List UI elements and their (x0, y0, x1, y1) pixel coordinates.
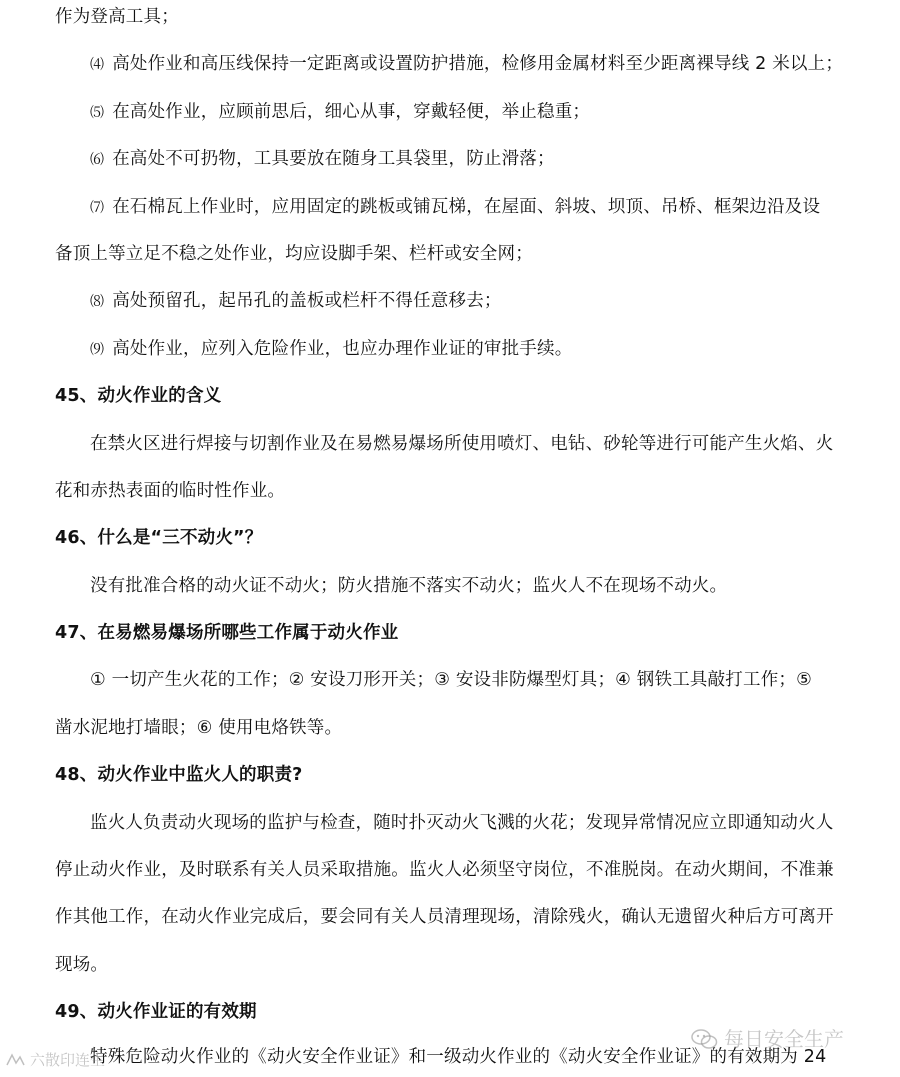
item-text: 高处预留孔，起吊孔的盖板或栏杆不得任意移去； (112, 291, 502, 311)
paragraph-line: 在禁火区进行焊接与切割作业及在易燃易爆场所使用喷灯、电钻、砂轮等进行可能产生火焰、火 (90, 434, 834, 454)
section-heading-45: 45、动火作业的含义 (55, 386, 222, 406)
paragraph-line: 现场。 (55, 955, 109, 975)
item-text: 在高处不可扔物，工具要放在随身工具袋里，防止滑落； (112, 149, 555, 169)
item-number: ⑷ (90, 57, 105, 73)
paragraph-line: 凿水泥地打墙眼；⑥ 使用电烙铁等。 (55, 718, 343, 738)
item-number: ⑺ (90, 200, 105, 216)
item-number: ⑻ (90, 294, 105, 310)
item-text: 高处作业，应列入危险作业，也应办理作业证的审批手续。 (112, 339, 573, 359)
item-text: 高处作业和高压线保持一定距离或设置防护措施，检修用金属材料至少距离裸导线 2 米以上； (112, 54, 844, 74)
section-heading-47: 47、在易燃易爆场所哪些工作属于动火作业 (55, 623, 399, 643)
paragraph-line: 停止动火作业，及时联系有关人员采取措施。监火人必须坚守岗位，不准脱岗。在动火期间，不准兼 (55, 860, 834, 880)
paragraph-line: 没有批准合格的动火证不动火；防火措施不落实不动火；监火人不在现场不动火。 (90, 576, 728, 596)
list-item-4 (90, 52, 843, 77)
item-number: ⑼ (90, 342, 105, 358)
section-heading-48: 48、动火作业中监火人的职责? (55, 765, 303, 785)
paragraph-line: 特殊危险动火作业的《动火安全作业证》和一级动火作业的《动火安全作业证》的有效期为 24 (90, 1047, 827, 1067)
list-item-8 (90, 289, 502, 314)
list-item-6 (90, 147, 555, 172)
logo-icon (4, 1051, 26, 1069)
paragraph-line: 花和赤热表面的临时性作业。 (55, 481, 286, 501)
wechat-watermark (690, 1024, 890, 1054)
item-number: ⑸ (90, 105, 105, 121)
list-item-5 (90, 100, 590, 125)
paragraph-line: 监火人负责动火现场的监护与检查，随时扑灭动火飞溅的火花；发现异常情况应立即通知动火人 (90, 813, 834, 833)
paragraph-line: ① 一切产生火花的工作；② 安设刀形开关；③ 安设非防爆型灯具；④ 钢铁工具敲打工作；⑤ (90, 670, 812, 690)
list-item-7 (90, 195, 820, 220)
item-text: 在高处作业，应顾前思后，细心从事，穿戴轻便，举止稳重； (112, 102, 591, 122)
section-heading-46: 46、什么是“三不动火”？ (55, 528, 263, 548)
watermark-text: 每日安全生产 (724, 1027, 844, 1051)
text-line: 备顶上等立足不稳之处作业，均应设脚手架、栏杆或安全网； (55, 244, 533, 264)
list-item-9 (90, 337, 572, 362)
item-number: ⑹ (90, 152, 105, 168)
paragraph-line: 作其他工作，在动火作业完成后，要会同有关人员清理现场，清除残火，确认无遗留火种后方可离开 (55, 907, 834, 927)
watermark-text: 六散印连生 (30, 1051, 106, 1069)
wechat-icon (690, 1028, 718, 1050)
item-text: 在石棉瓦上作业时，应用固定的跳板或铺瓦梯，在屋面、斜坡、坝顶、吊桥、框架边沿及设 (112, 197, 821, 217)
section-heading-49: 49、动火作业证的有效期 (55, 1002, 257, 1022)
corner-watermark (4, 1048, 105, 1072)
text-line: 作为登高工具； (55, 7, 179, 27)
